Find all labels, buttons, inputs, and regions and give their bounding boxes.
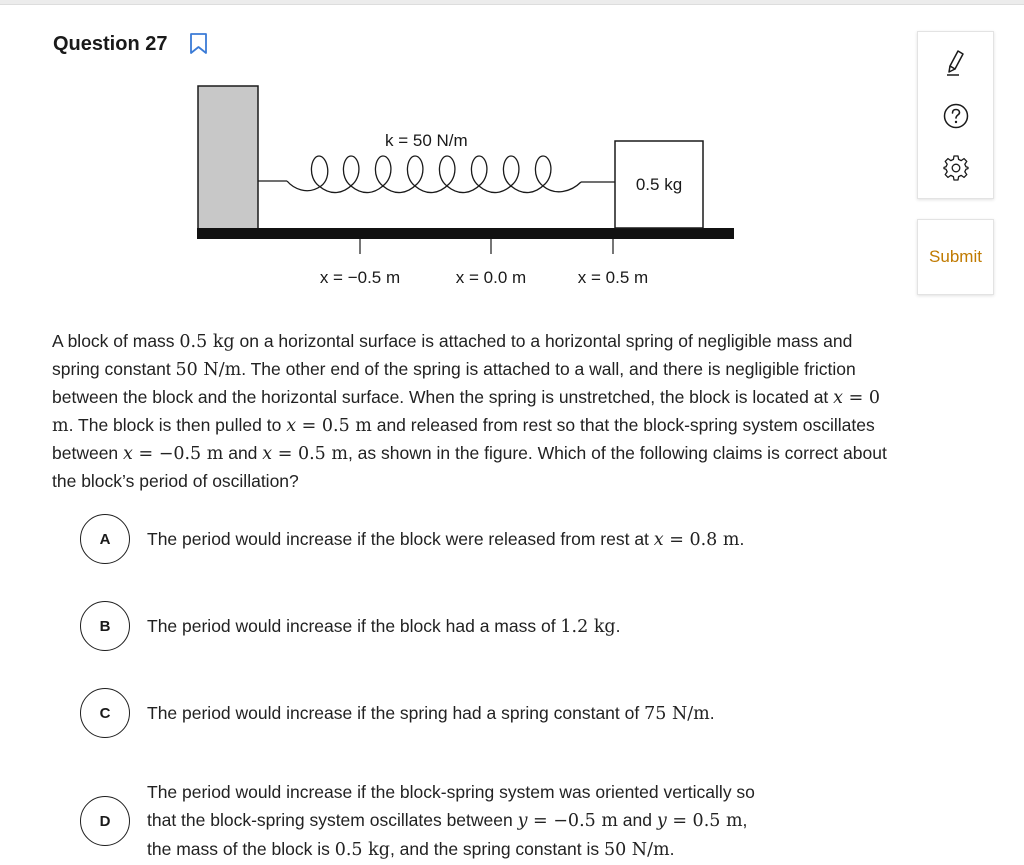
- choice-d-letter[interactable]: D: [80, 796, 130, 846]
- help-icon: [943, 103, 969, 129]
- position-label-neg: x = −0.5 m: [319, 268, 401, 287]
- submit-label[interactable]: Submit: [929, 247, 982, 266]
- spring-constant-label: k = 50 N/m: [385, 131, 468, 150]
- gear-icon: [942, 154, 970, 182]
- choice-b-text[interactable]: The period would increase if the block had a mass of 1.2 kg.: [147, 615, 621, 637]
- question-stem: [52, 328, 892, 495]
- wall: [198, 86, 258, 229]
- choice-a[interactable]: [80, 514, 744, 564]
- choice-d-text[interactable]: The period would increase if the block-spring system was oriented vertically so that the block-spring system oscillates between y = −0.5 m and y = 0.5 m, the mass of the block is 0.5 kg, and the spring constant is 50 N/m.: [147, 782, 755, 860]
- spring-coil: [287, 156, 581, 193]
- stem-paragraph: A block of mass 0.5 kg on a horizontal surface is attached to a horizontal spring of negligible mass and spring constant 50 N/m. The other end of the spring is attached to a wall, and there is negligible friction between the block and the horizontal surface. When the spring is unstretched, the block is located at x = 0 m. The block is then pulled to x = 0.5 m and released from rest so that the block-spring system oscillates between x = −0.5 m and x = 0.5 m, as shown in the figure. Which of the following claims is correct about the block’s period of oscillation?: [52, 331, 887, 491]
- position-label-pos: x = 0.5 m: [577, 268, 649, 287]
- highlighter-button[interactable]: [918, 43, 993, 83]
- choice-a-letter[interactable]: A: [80, 514, 130, 564]
- choice-c-text[interactable]: The period would increase if the spring had a spring constant of 75 N/m.: [147, 702, 715, 724]
- top-divider: [0, 0, 1024, 5]
- question-title: Question 27: [53, 32, 168, 55]
- help-button[interactable]: [918, 96, 993, 136]
- settings-button[interactable]: [918, 148, 993, 188]
- highlighter-icon: [944, 48, 968, 78]
- tool-panel: [917, 31, 994, 199]
- floor-surface: [197, 228, 734, 239]
- block-mass-label: 0.5 kg: [635, 175, 683, 194]
- bookmark-icon[interactable]: [189, 32, 208, 56]
- choice-c-letter[interactable]: C: [80, 688, 130, 738]
- submit-button[interactable]: [917, 219, 994, 295]
- question-header: [53, 32, 208, 56]
- choice-b[interactable]: [80, 601, 621, 651]
- choice-c[interactable]: [80, 688, 715, 738]
- choice-d[interactable]: [80, 778, 755, 864]
- choice-a-text[interactable]: The period would increase if the block were released from rest at x = 0.8 m.: [147, 528, 745, 550]
- position-label-zero: x = 0.0 m: [455, 268, 527, 287]
- spring-block-figure: [195, 84, 740, 294]
- choice-b-letter[interactable]: B: [80, 601, 130, 651]
